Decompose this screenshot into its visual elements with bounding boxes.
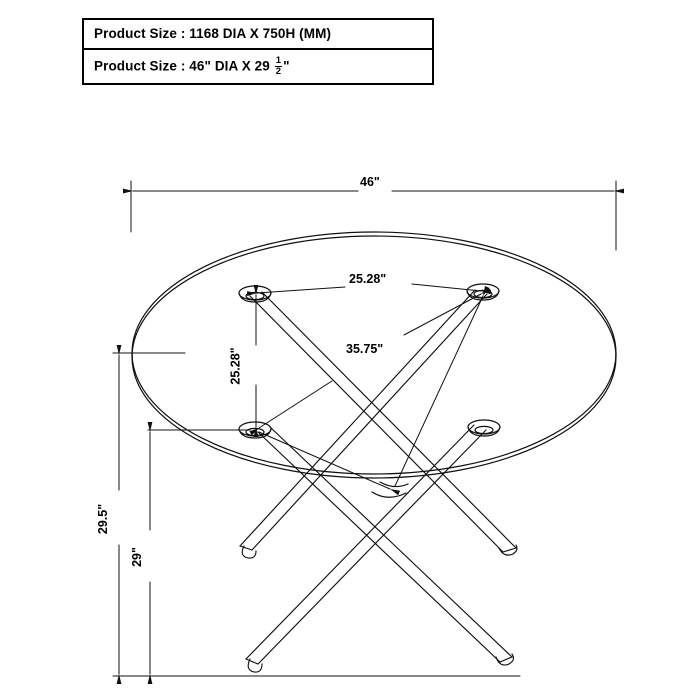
fraction-denominator: 2 xyxy=(275,65,282,77)
spec-row-metric: Product Size : 1168 DIA X 750H (MM) xyxy=(94,26,332,41)
label-leg-diagonal: 35.75" xyxy=(346,342,384,356)
base-center-crossing xyxy=(372,482,408,497)
spec-imperial-prefix: Product Size : 46" DIA X 29 xyxy=(94,58,274,74)
label-leg-span-vertical: 25.28" xyxy=(228,347,243,385)
label-overall-height: 29.5" xyxy=(96,503,111,535)
dimension-heights xyxy=(113,353,250,676)
leg-mount-caps xyxy=(239,284,500,438)
label-leg-span-horizontal: 25.28" xyxy=(349,272,387,286)
label-base-height: 29" xyxy=(129,547,144,567)
fraction-numerator: 1 xyxy=(275,55,282,66)
spec-imperial-suffix: " xyxy=(283,58,290,74)
label-top-width: 46" xyxy=(360,175,380,189)
dimension-leg-spans xyxy=(256,284,483,489)
dimension-top-width xyxy=(131,181,616,250)
